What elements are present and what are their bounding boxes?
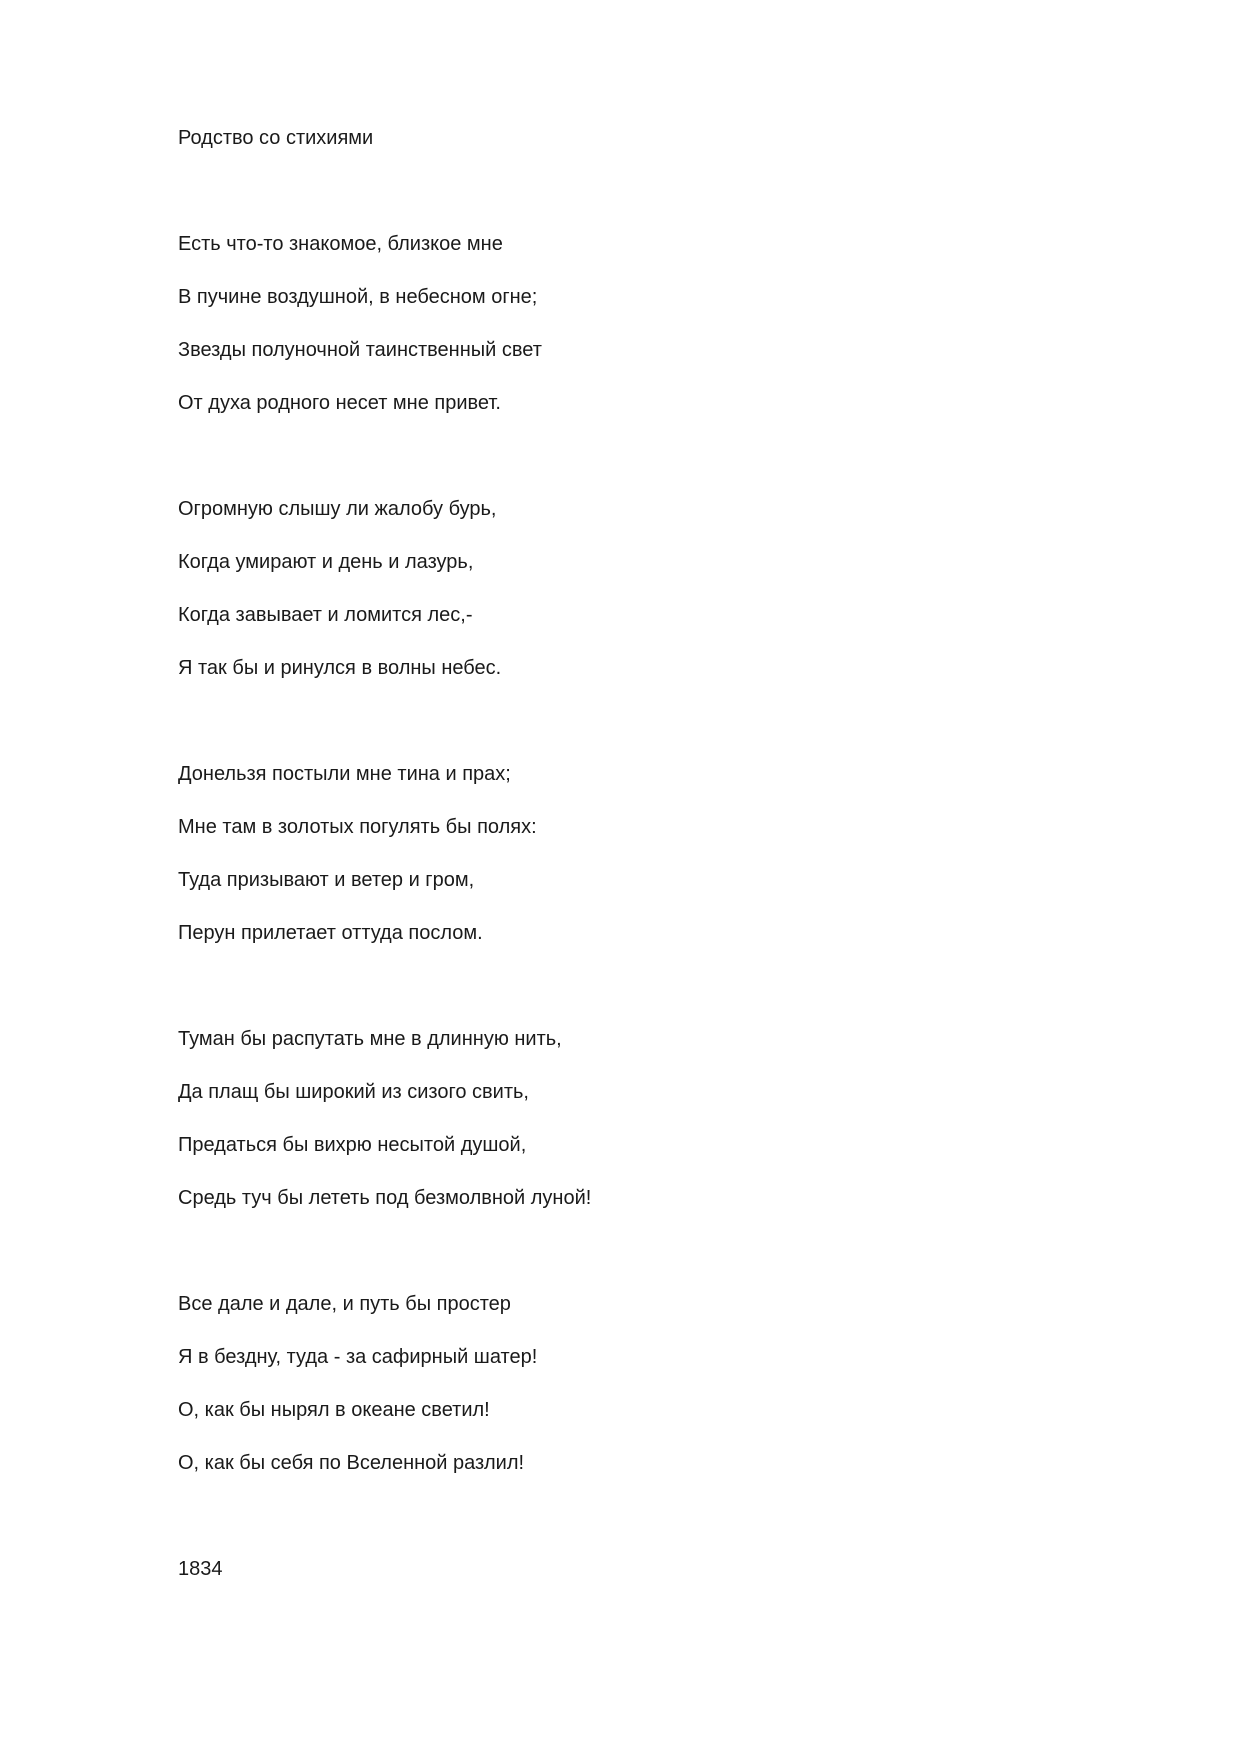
poem-line: Средь туч бы лететь под безмолвной луной! [178,1187,592,1209]
poem-title: Родство со стихиями [178,127,374,149]
poem-line: Предаться бы вихрю несытой душой, [178,1134,527,1156]
poem-line: В пучине воздушной, в небесном огне; [178,286,538,308]
stanza-5 [178,1278,1078,1490]
poem-text [178,112,1078,1596]
spacer [178,1490,1078,1543]
stanza-4 [178,1013,1078,1225]
poem-line: Да плащ бы широкий из сизого свить, [178,1081,529,1103]
poem-line: Мне там в золотых погулять бы полях: [178,816,537,838]
spacer [178,695,1078,748]
poem-line: От духа родного несет мне привет. [178,392,501,414]
poem-line: Донельзя постыли мне тина и прах; [178,763,511,785]
stanza-1 [178,218,1078,430]
poem-line: Когда умирают и день и лазурь, [178,551,474,573]
poem-line: Туда призывают и ветер и гром, [178,869,475,891]
poem-line: Огромную слышу ли жалобу бурь, [178,498,497,520]
poem-line: Перун прилетает оттуда послом. [178,922,483,944]
poem-line: Когда завывает и ломится лес,- [178,604,473,626]
spacer [178,1225,1078,1278]
poem-line: Есть что-то знакомое, близкое мне [178,233,503,255]
poem-line: О, как бы себя по Вселенной разлил! [178,1452,525,1474]
poem-line: Я так бы и ринулся в волны небес. [178,657,502,679]
poem-line: Звезды полуночной таинственный свет [178,339,542,361]
spacer [178,960,1078,1013]
poem-line: Все дале и дале, и путь бы простер [178,1293,511,1315]
poem-line: О, как бы нырял в океане светил! [178,1399,490,1421]
spacer [178,430,1078,483]
poem-year: 1834 [178,1558,223,1580]
poem-line: Туман бы распутать мне в длинную нить, [178,1028,562,1050]
stanza-2 [178,483,1078,695]
spacer [178,165,1078,218]
stanza-3 [178,748,1078,960]
poem-line: Я в бездну, туда - за сафирный шатер! [178,1346,538,1368]
